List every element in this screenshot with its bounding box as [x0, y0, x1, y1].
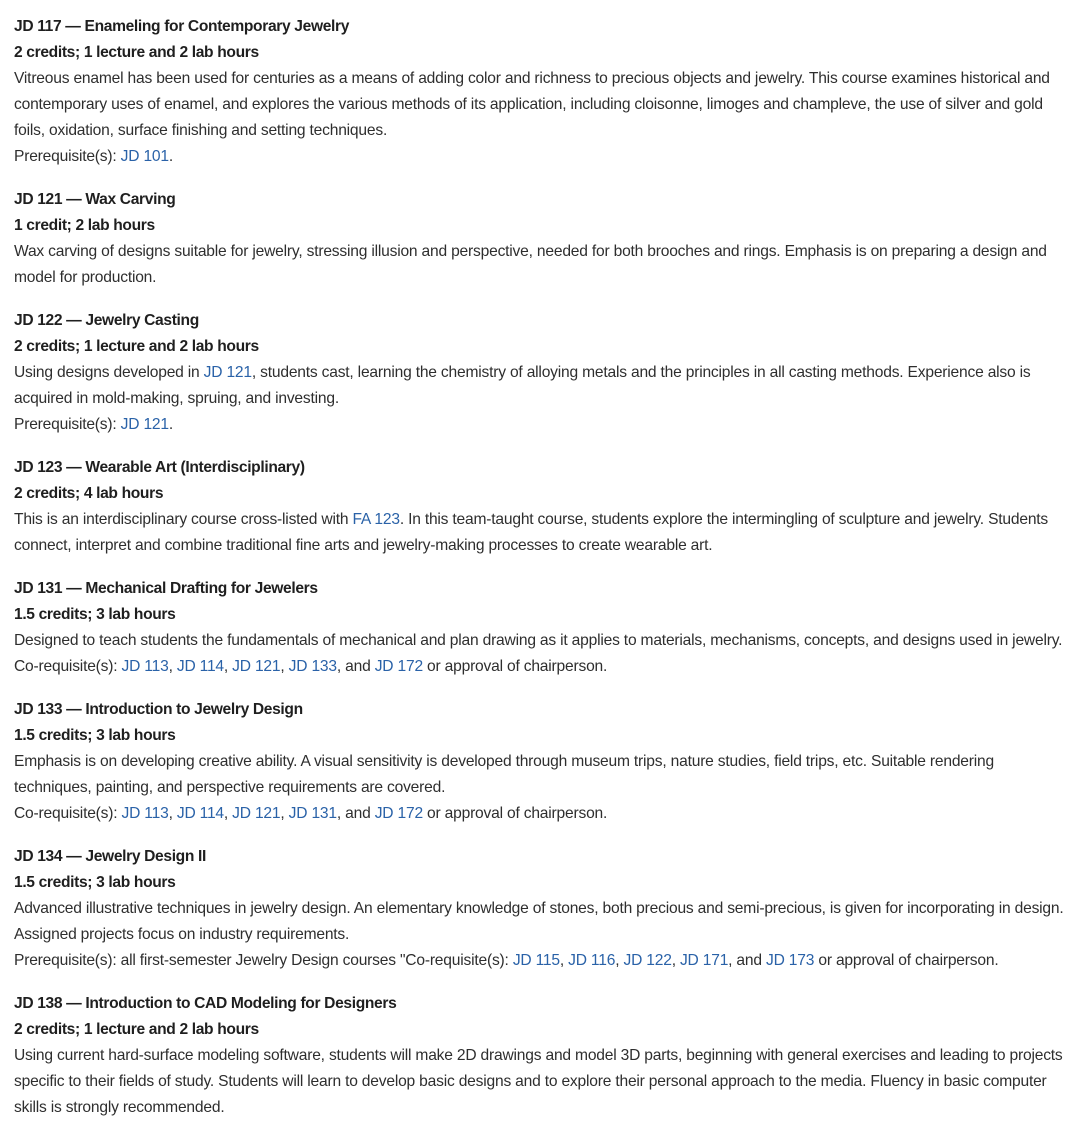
- course-title: JD 121 — Wax Carving: [14, 191, 176, 208]
- text-segment: ,: [168, 658, 177, 675]
- course-entry: [14, 455, 1066, 559]
- course-list: [14, 14, 1066, 1121]
- text-segment: Prerequisite(s):: [14, 148, 121, 165]
- course-title: JD 123 — Wearable Art (Interdisciplinary): [14, 459, 305, 476]
- text-segment: , and: [336, 805, 375, 822]
- text-segment: Prerequisite(s):: [14, 416, 121, 433]
- course-title: JD 117 — Enameling for Contemporary Jewelry: [14, 18, 350, 35]
- course-link[interactable]: JD 114: [176, 805, 224, 822]
- course-link[interactable]: JD 113: [121, 805, 169, 822]
- course-description: [14, 239, 1066, 291]
- course-link[interactable]: JD 121: [232, 658, 281, 675]
- text-segment: or approval of chairperson.: [422, 658, 608, 675]
- course-link[interactable]: JD 173: [766, 952, 815, 969]
- course-requisites: [14, 948, 1066, 974]
- text-segment: ,: [615, 952, 624, 969]
- course-link[interactable]: JD 121: [203, 364, 252, 381]
- course-link[interactable]: JD 172: [374, 805, 423, 822]
- text-segment: or approval of chairperson.: [422, 805, 608, 822]
- course-title: JD 138 — Introduction to CAD Modeling for Designers: [14, 995, 397, 1012]
- text-segment: ,: [223, 805, 233, 822]
- course-link[interactable]: JD 171: [679, 952, 729, 969]
- course-description: [14, 360, 1066, 412]
- text-segment: , and: [728, 952, 766, 969]
- course-credits: 2 credits; 1 lecture and 2 lab hours: [14, 1021, 259, 1038]
- text-segment: , students cast, learning the chemistry of alloying metals and the principles in all casting methods. Experience also is acquired in mold-making, spruing, and investing.: [14, 364, 1031, 407]
- course-link[interactable]: JD 122: [623, 952, 672, 969]
- course-entry: [14, 844, 1066, 974]
- course-title: JD 122 — Jewelry Casting: [14, 312, 199, 329]
- course-description: [14, 66, 1066, 144]
- text-segment: Co-requisite(s):: [14, 805, 122, 822]
- course-title: JD 134 — Jewelry Design II: [14, 848, 206, 865]
- course-link[interactable]: JD 116: [568, 952, 616, 969]
- course-link[interactable]: JD 131: [288, 805, 337, 822]
- text-segment: Advanced illustrative techniques in jewelry design. An elementary knowledge of stones, both precious and semi-precious, is given for incorporating in design. Assigned projects focus on industry requirements.: [14, 900, 1064, 943]
- text-segment: ,: [168, 805, 177, 822]
- course-link[interactable]: JD 101: [120, 148, 169, 165]
- course-credits: 2 credits; 1 lecture and 2 lab hours: [14, 338, 259, 355]
- course-entry: [14, 187, 1066, 291]
- text-segment: ,: [559, 952, 569, 969]
- course-entry: [14, 991, 1066, 1121]
- course-link[interactable]: JD 121: [232, 805, 281, 822]
- course-entry: [14, 14, 1066, 170]
- text-segment: .: [168, 148, 174, 165]
- course-link[interactable]: FA 123: [352, 511, 400, 528]
- course-link[interactable]: JD 113: [121, 658, 169, 675]
- text-segment: . In this team-taught course, students explore the intermingling of sculpture and jewelry. Students connect, interpret and combine traditional fine arts and jewelry-making processes to create wearable art.: [14, 511, 1049, 554]
- course-entry: [14, 576, 1066, 680]
- course-description: [14, 896, 1066, 948]
- text-segment: ,: [280, 805, 289, 822]
- text-segment: Vitreous enamel has been used for centuries as a means of adding color and richness to precious objects and jewelry. This course examines historical and contemporary uses of enamel, and explores the various methods of its application, including cloisonne, limoges and champleve, the use of silver and gold foils, oxidation, surface finishing and setting techniques.: [14, 70, 1050, 139]
- text-segment: Co-requisite(s):: [14, 658, 122, 675]
- course-link[interactable]: JD 172: [374, 658, 423, 675]
- course-link[interactable]: JD 114: [176, 658, 224, 675]
- course-credits: 1 credit; 2 lab hours: [14, 217, 155, 234]
- course-title: JD 131 — Mechanical Drafting for Jewelers: [14, 580, 318, 597]
- course-entry: [14, 697, 1066, 827]
- course-link[interactable]: JD 121: [120, 416, 169, 433]
- course-description: [14, 749, 1066, 801]
- text-segment: Using designs developed in: [14, 364, 204, 381]
- course-link[interactable]: JD 115: [512, 952, 560, 969]
- course-description: [14, 507, 1066, 559]
- course-requisites: [14, 144, 1066, 170]
- text-segment: or approval of chairperson.: [814, 952, 999, 969]
- course-link[interactable]: JD 133: [288, 658, 337, 675]
- course-credits: 1.5 credits; 3 lab hours: [14, 606, 176, 623]
- text-segment: .: [168, 416, 174, 433]
- course-requisites: [14, 412, 1066, 438]
- course-title: JD 133 — Introduction to Jewelry Design: [14, 701, 303, 718]
- text-segment: Using current hard-surface modeling software, students will make 2D drawings and model 3D parts, beginning with general exercises and leading to projects specific to their fields of study. Students will learn to develop basic designs and to explore their personal approach to the media. Fluency in basic computer skills is strongly recommended.: [14, 1047, 1063, 1116]
- course-credits: 2 credits; 4 lab hours: [14, 485, 164, 502]
- text-segment: ,: [671, 952, 680, 969]
- course-credits: 1.5 credits; 3 lab hours: [14, 874, 176, 891]
- text-segment: Emphasis is on developing creative ability. A visual sensitivity is developed through museum trips, nature studies, field trips, etc. Suitable rendering techniques, painting, and perspective requirements are covered.: [14, 753, 994, 796]
- text-segment: , and: [336, 658, 375, 675]
- course-entry: [14, 308, 1066, 438]
- text-segment: Prerequisite(s): all first-semester Jewelry Design courses "Co-requisite(s):: [14, 952, 513, 969]
- text-segment: ,: [280, 658, 289, 675]
- course-description: [14, 628, 1066, 654]
- course-credits: 1.5 credits; 3 lab hours: [14, 727, 176, 744]
- text-segment: Wax carving of designs suitable for jewelry, stressing illusion and perspective, needed for both brooches and rings. Emphasis is on preparing a design and model for production.: [14, 243, 1047, 286]
- text-segment: This is an interdisciplinary course cross-listed with: [14, 511, 353, 528]
- course-requisites: [14, 654, 1066, 680]
- text-segment: ,: [223, 658, 233, 675]
- course-credits: 2 credits; 1 lecture and 2 lab hours: [14, 44, 259, 61]
- course-requisites: [14, 801, 1066, 827]
- text-segment: Designed to teach students the fundamentals of mechanical and plan drawing as it applies to materials, mechanisms, concepts, and designs used in jewelry.: [14, 632, 1063, 649]
- course-description: [14, 1043, 1066, 1121]
